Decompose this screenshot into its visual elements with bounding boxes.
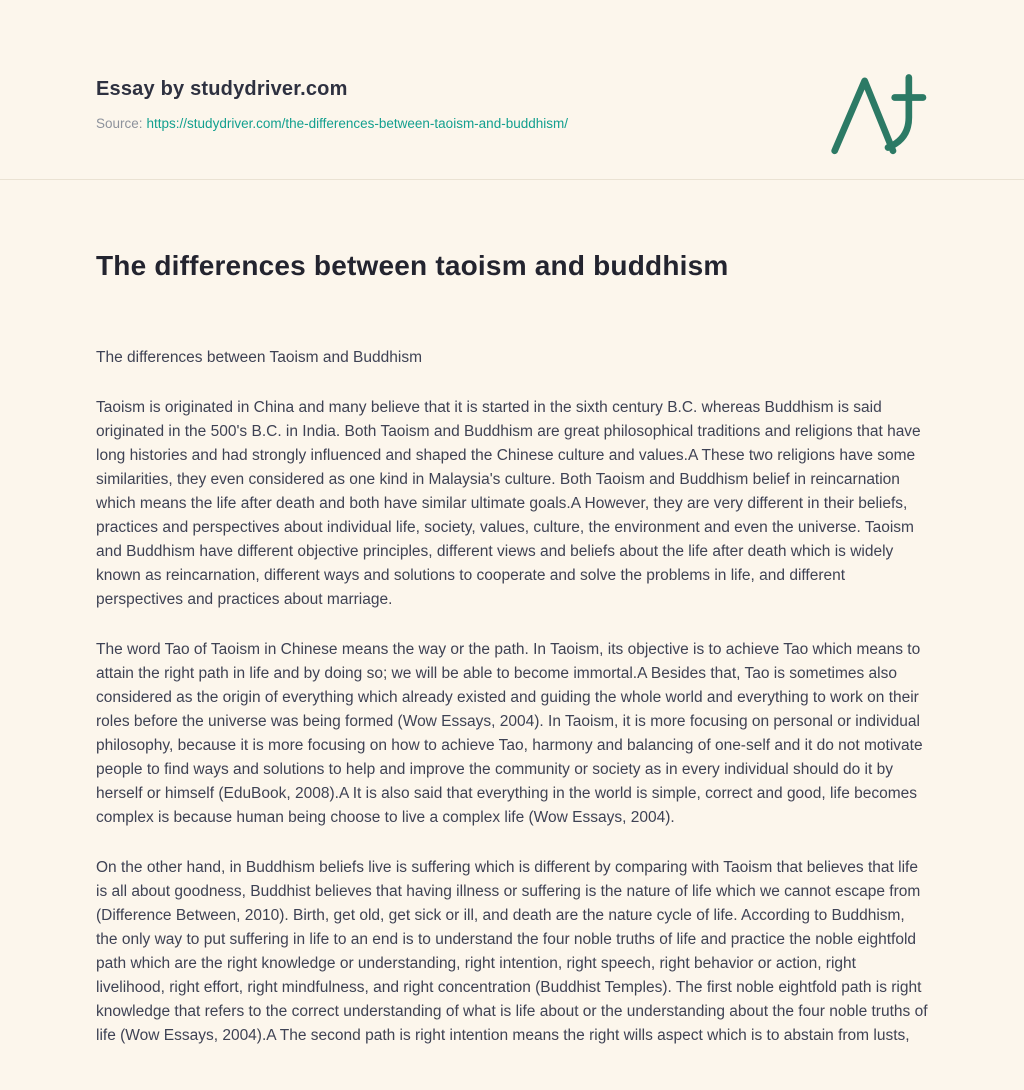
source-line [96, 116, 928, 131]
studydriver-logo-icon [828, 68, 928, 162]
source-label: Source: [96, 116, 143, 131]
source-link[interactable]: https://studydriver.com/the-differences-between-taoism-and-buddhism/ [146, 116, 568, 131]
article-title: The differences between taoism and buddhism [96, 250, 729, 281]
header-divider [0, 179, 1024, 180]
article-subtitle: The differences between Taoism and Buddhism [96, 349, 422, 366]
article-body [96, 346, 928, 1048]
page-header [96, 0, 928, 131]
article-paragraph: Taoism is originated in China and many believe that it is started in the sixth century B.C. whereas Buddhism is said originated in the 500's B.C. in India. Both Taoism and Buddhism are great philosophical traditions and religions that have long histories and had strongly influenced and shaped the Chinese culture and values.A These two religions have some similarities, they even considered as one kind in Malaysia's culture. Both Taoism and Buddhism belief in reincarnation which means the life after death and both have similar ultimate goals.A However, they are very different in their beliefs, practices and perspectives about individual life, society, values, culture, the environment and even the universe. Taoism and Buddhism have different objective principles, different views and beliefs about the life after death which is widely known as reincarnation, different ways and solutions to cooperate and solve the problems in life, and different perspectives and practices about marriage. [96, 399, 921, 608]
essay-by-title: Essay by studydriver.com [96, 78, 348, 100]
article [0, 250, 1024, 1048]
article-paragraph: The word Tao of Taoism in Chinese means the way or the path. In Taoism, its objective is to achieve Tao which means to attain the right path in life and by doing so; we will be able to become immortal.A Besides that, Tao is sometimes also considered as the origin of everything which already existed and guiding the whole world and everything to work on their roles before the universe was being formed (Wow Essays, 2004). In Taoism, it is more focusing on personal or individual philosophy, because it is more focusing on how to achieve Tao, harmony and balancing of one-self and it do not motivate people to find ways and solutions to help and improve the community or society as in every individual should do it by herself or himself (EduBook, 2008).A It is also said that everything in the world is simple, correct and good, life becomes complex is because human being choose to live a complex life (Wow Essays, 2004). [96, 641, 923, 826]
article-paragraph: On the other hand, in Buddhism beliefs live is suffering which is different by comparing with Taoism that believes that life is all about goodness, Buddhist believes that having illness or suffering is the nature of life which we cannot escape from (Difference Between, 2010). Birth, get old, get sick or ill, and death are the nature cycle of life. According to Buddhism, the only way to put suffering in life to an end is to understand the four noble truths of life and practice the noble eightfold path which are the right knowledge or understanding, right intention, right speech, right behavior or action, right livelihood, right effort, right mindfulness, and right concentration (Buddhist Temples). The first noble eightfold path is right knowledge that refers to the correct understanding of what is life about or the understanding about the four noble truths of life (Wow Essays, 2004).A The second path is right intention means the right wills aspect which is to abstain from lusts, [96, 859, 928, 1044]
